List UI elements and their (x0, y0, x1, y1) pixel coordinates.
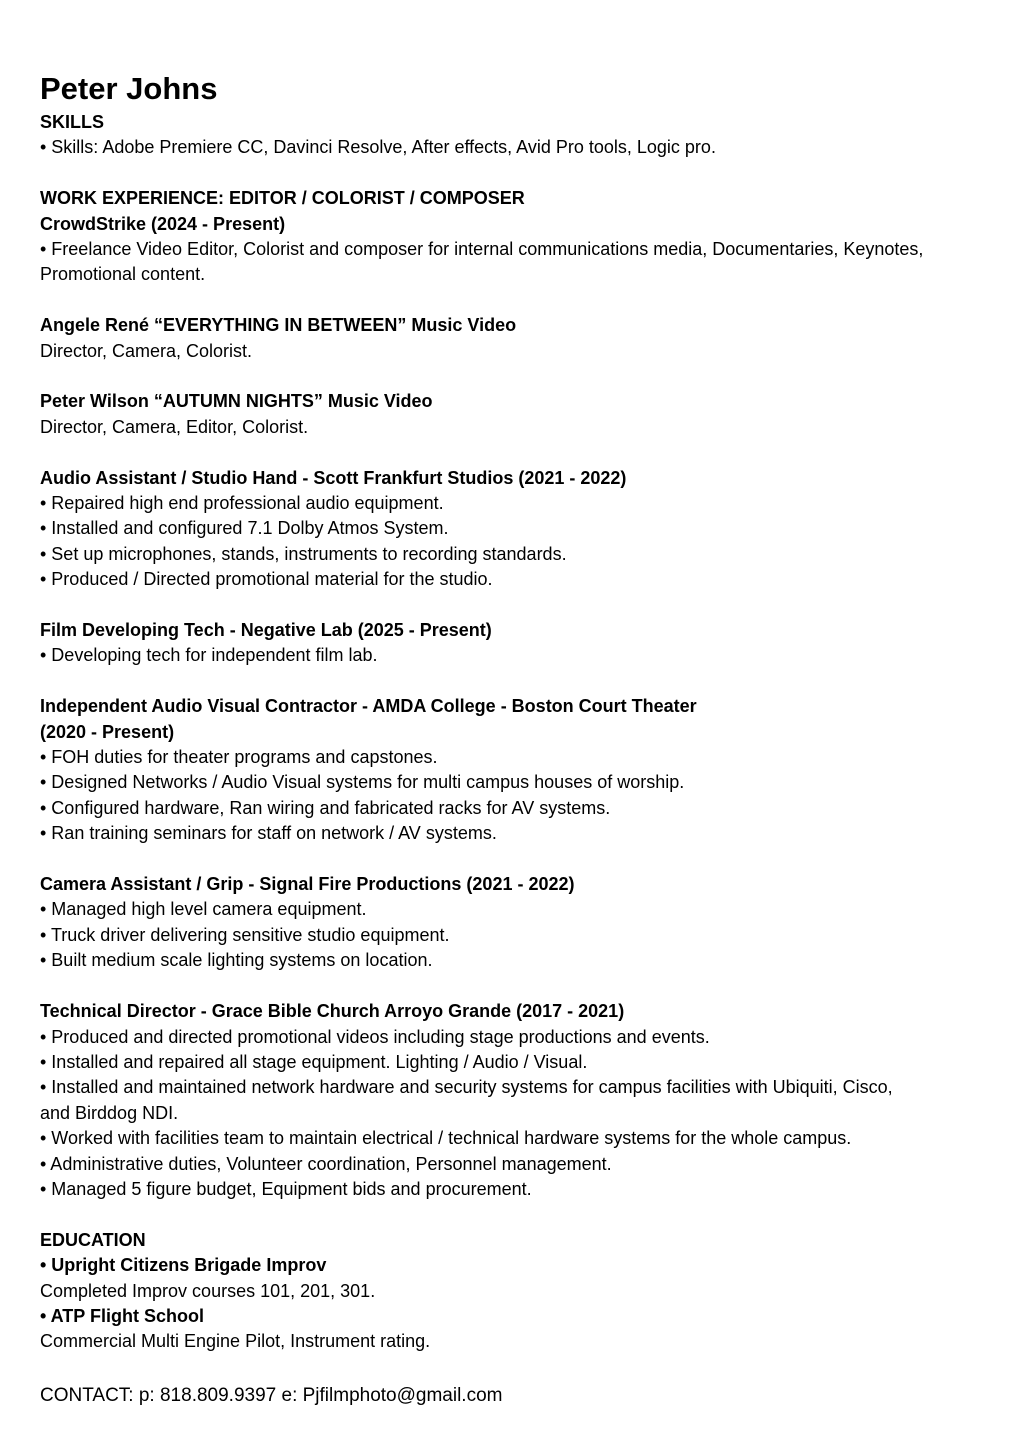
job-entry (40, 466, 1000, 593)
job-entry (40, 872, 1000, 974)
job-entry (40, 618, 1000, 669)
job-line: • Repaired high end professional audio equipment. (40, 493, 444, 514)
education-section (40, 1228, 1000, 1355)
education-detail: Completed Improv courses 101, 201, 301. (40, 1280, 376, 1301)
job-entry (40, 212, 1000, 288)
job-entry (40, 694, 1000, 846)
work-heading: WORK EXPERIENCE: EDITOR / COLORIST / COMPOSER (40, 188, 525, 209)
job-line: • Installed and configured 7.1 Dolby Atmos System. (40, 518, 449, 539)
resume-document (40, 70, 1000, 1409)
skills-line: • Skills: Adobe Premiere CC, Davinci Resolve, After effects, Avid Pro tools, Logic pro. (40, 137, 716, 158)
job-line: Promotional content. (40, 264, 206, 285)
job-title: Peter Wilson “AUTUMN NIGHTS” Music Video (40, 391, 433, 412)
job-line: and Birddog NDI. (40, 1102, 179, 1123)
job-line: • Managed 5 figure budget, Equipment bids and procurement. (40, 1178, 532, 1199)
job-title: Independent Audio Visual Contractor - AMDA College - Boston Court Theater (40, 696, 697, 717)
skills-heading: SKILLS (40, 112, 105, 132)
job-line: • Administrative duties, Volunteer coordination, Personnel management. (40, 1153, 612, 1174)
job-line: • Freelance Video Editor, Colorist and composer for internal communications media, Documentaries, Keynotes, (40, 239, 924, 260)
job-line: • Installed and maintained network hardware and security systems for campus facilities with Ubiquiti, Cisco, (40, 1077, 893, 1098)
job-title: Technical Director - Grace Bible Church Arroyo Grande (2017 - 2021) (40, 1001, 625, 1022)
job-line: • Produced / Directed promotional material for the studio. (40, 569, 493, 590)
person-name: Peter Johns (40, 71, 218, 106)
job-line: • Produced and directed promotional videos including stage productions and events. (40, 1026, 710, 1047)
job-line: • FOH duties for theater programs and capstones. (40, 747, 438, 768)
job-line: • Truck driver delivering sensitive studio equipment. (40, 924, 450, 945)
job-line: • Installed and repaired all stage equipment. Lighting / Audio / Visual. (40, 1051, 588, 1072)
job-title: CrowdStrike (2024 - Present) (40, 213, 286, 234)
education-detail: Commercial Multi Engine Pilot, Instrument rating. (40, 1331, 431, 1352)
education-school: • Upright Citizens Brigade Improv (40, 1255, 327, 1276)
job-title: Audio Assistant / Studio Hand - Scott Frankfurt Studios (2021 - 2022) (40, 467, 627, 488)
job-line: • Developing tech for independent film lab. (40, 645, 378, 666)
job-line: • Managed high level camera equipment. (40, 899, 367, 920)
job-line: Director, Camera, Colorist. (40, 340, 253, 361)
job-entry (40, 999, 1000, 1202)
job-title: Camera Assistant / Grip - Signal Fire Productions (2021 - 2022) (40, 874, 575, 895)
contact-line: CONTACT: p: 818.809.9397 e: Pjfilmphoto@gmail.com (40, 1385, 503, 1407)
job-title-dates: (2020 - Present) (40, 721, 175, 742)
job-line: • Designed Networks / Audio Visual systems for multi campus houses of worship. (40, 772, 685, 793)
job-title: Film Developing Tech - Negative Lab (2025 - Present) (40, 620, 492, 641)
education-heading: EDUCATION (40, 1229, 146, 1250)
education-school: • ATP Flight School (40, 1305, 204, 1326)
job-line: • Worked with facilities team to maintain electrical / technical hardware systems for the whole campus. (40, 1128, 852, 1149)
job-title: Angele René “EVERYTHING IN BETWEEN” Music Video (40, 315, 517, 336)
job-line: • Configured hardware, Ran wiring and fabricated racks for AV systems. (40, 797, 611, 818)
job-line: • Built medium scale lighting systems on location. (40, 950, 433, 971)
job-line: Director, Camera, Editor, Colorist. (40, 416, 309, 437)
job-line: • Set up microphones, stands, instruments to recording standards. (40, 543, 567, 564)
skills-section (40, 110, 1000, 161)
job-entry (40, 313, 1000, 364)
job-entry (40, 389, 1000, 440)
work-section (40, 186, 1000, 1202)
job-line: • Ran training seminars for staff on network / AV systems. (40, 823, 497, 844)
